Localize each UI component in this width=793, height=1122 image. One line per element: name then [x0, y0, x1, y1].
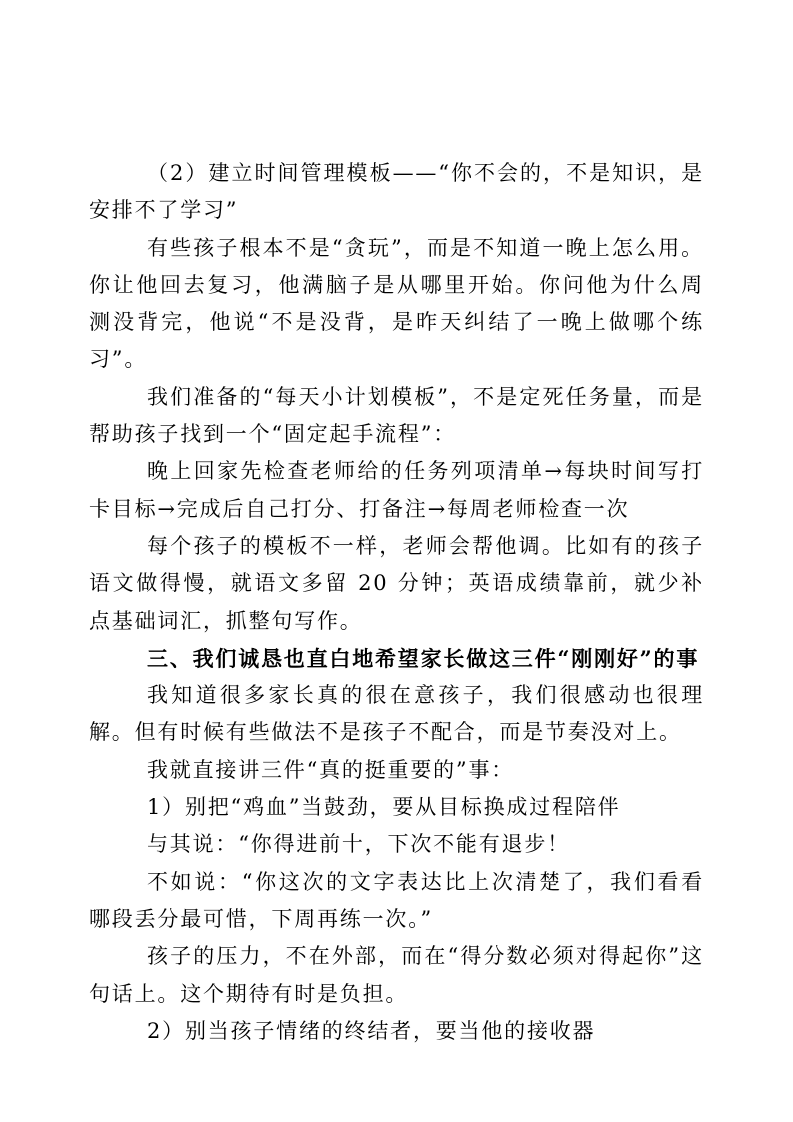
paragraph-subsection-2-title: （2）建立时间管理模板——“你不会的，不是知识，是安排不了学习”	[89, 161, 704, 223]
paragraph-body: 有些孩子根本不是“贪玩”，而是不知道一晚上怎么用。你让他回去复习，他满脑子是从哪里开始。你问他为什么周测没背完，他说“不是没背，是昨天纠结了一晚上做哪个练习”。	[89, 235, 704, 372]
section-heading-three: 三、我们诚恳也直白地希望家长做这三件“刚刚好”的事	[147, 645, 700, 671]
paragraph-list-item-2: 2）别当孩子情绪的终结者，要当他的接收器	[147, 1018, 596, 1043]
paragraph-body: 孩子的压力，不在外部，而在“得分数必须对得起你”这句话上。这个期待有时是负担。	[89, 944, 704, 1006]
paragraph-body: 不如说：“你这次的文字表达比上次清楚了，我们看看哪段丢分最可惜，下周再练一次。”	[89, 869, 704, 931]
paragraph-body: 与其说：“你得进前十，下次不能有退步！	[147, 832, 570, 857]
paragraph-body: 每个孩子的模板不一样，老师会帮他调。比如有的孩子语文做得慢，就语文多留 20 分钟；英语成绩靠前，就少补点基础词汇，抓整句写作。	[89, 533, 704, 633]
paragraph-body: 我知道很多家长真的很在意孩子，我们很感动也很理解。但有时候有些做法不是孩子不配合，而是节奏没对上。	[89, 683, 704, 745]
paragraph-body: 我们准备的“每天小计划模板”，不是定死任务量，而是帮助孩子找到一个“固定起手流程”：	[89, 384, 704, 447]
paragraph-body: 我就直接讲三件“真的挺重要的”事：	[147, 757, 515, 782]
paragraph-body: 晚上回家先检查老师给的任务列项清单→每块时间写打卡目标→完成后自己打分、打备注→每周老师检查一次	[89, 459, 704, 521]
paragraph-list-item-1: 1）别把“鸡血”当鼓劲，要从目标换成过程陪伴	[147, 795, 621, 820]
